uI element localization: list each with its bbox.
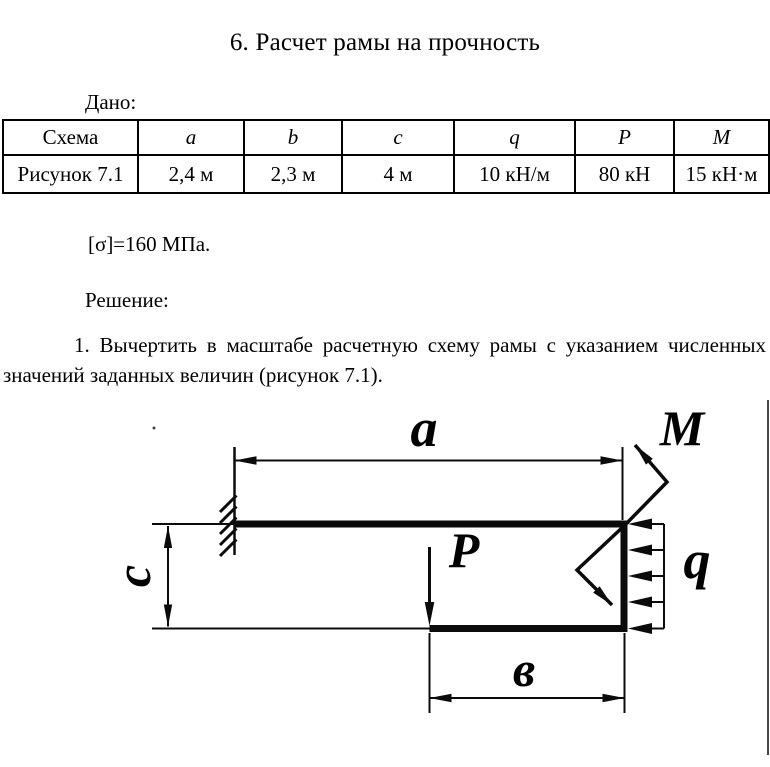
page-title: 6. Расчет рамы на прочность bbox=[229, 29, 541, 56]
q-arrow bbox=[628, 623, 652, 634]
dim-b-label: в bbox=[512, 641, 536, 697]
stray-dot bbox=[153, 427, 156, 430]
table-value-row bbox=[3, 155, 769, 193]
header-M: M bbox=[674, 120, 769, 155]
dim-c-label: с bbox=[105, 564, 161, 588]
given-data-table bbox=[2, 119, 770, 194]
header-schema: Схема bbox=[3, 120, 138, 155]
step1-text-line1: 1. Вычертить в масштабе расчетную схему рамы с указанием численных bbox=[74, 333, 766, 357]
allowable-stress-line: [σ]=160 МПа. bbox=[88, 232, 211, 256]
header-q: q bbox=[454, 120, 575, 155]
header-a: a bbox=[138, 120, 244, 155]
dim-a-arrow-left bbox=[235, 456, 257, 465]
dim-c-arrow-up bbox=[164, 526, 172, 548]
value-b: 2,3 м bbox=[244, 155, 342, 193]
load-q bbox=[628, 519, 711, 635]
value-P: 80 кН bbox=[575, 155, 674, 193]
moment-M-label: M bbox=[659, 400, 705, 456]
header-b: b bbox=[244, 120, 342, 155]
solution-label: Решение: bbox=[85, 288, 169, 312]
dim-a-arrow-right bbox=[601, 456, 623, 465]
q-arrow bbox=[628, 571, 652, 582]
value-M: 15 кН·м bbox=[674, 155, 769, 193]
dim-c-arrow-down bbox=[164, 605, 172, 627]
value-a: 2,4 м bbox=[138, 155, 244, 193]
given-label: Дано: bbox=[85, 90, 137, 114]
q-arrow bbox=[628, 545, 652, 556]
header-P: P bbox=[575, 120, 674, 155]
force-P-label: P bbox=[448, 522, 480, 578]
dim-a-label: a bbox=[410, 400, 438, 458]
value-q: 10 кН/м bbox=[454, 155, 575, 193]
frame-scheme-figure bbox=[0, 400, 770, 767]
dim-b-arrow-right bbox=[603, 694, 625, 702]
dimension-a bbox=[235, 400, 623, 555]
dimension-b bbox=[430, 633, 625, 713]
dim-b-arrow-left bbox=[430, 694, 452, 702]
table-header-row bbox=[3, 120, 769, 155]
q-arrow bbox=[628, 597, 652, 608]
header-c: c bbox=[342, 120, 454, 155]
value-schema: Рисунок 7.1 bbox=[3, 155, 138, 193]
force-P-arrowhead bbox=[425, 602, 435, 626]
value-c: 4 м bbox=[342, 155, 454, 193]
dimension-c bbox=[105, 526, 172, 627]
load-q-label: q bbox=[683, 530, 711, 590]
force-P bbox=[425, 522, 480, 626]
step1-text-line2: значений заданных величин (рисунок 7.1). bbox=[3, 363, 383, 387]
reference-lines bbox=[152, 524, 430, 629]
